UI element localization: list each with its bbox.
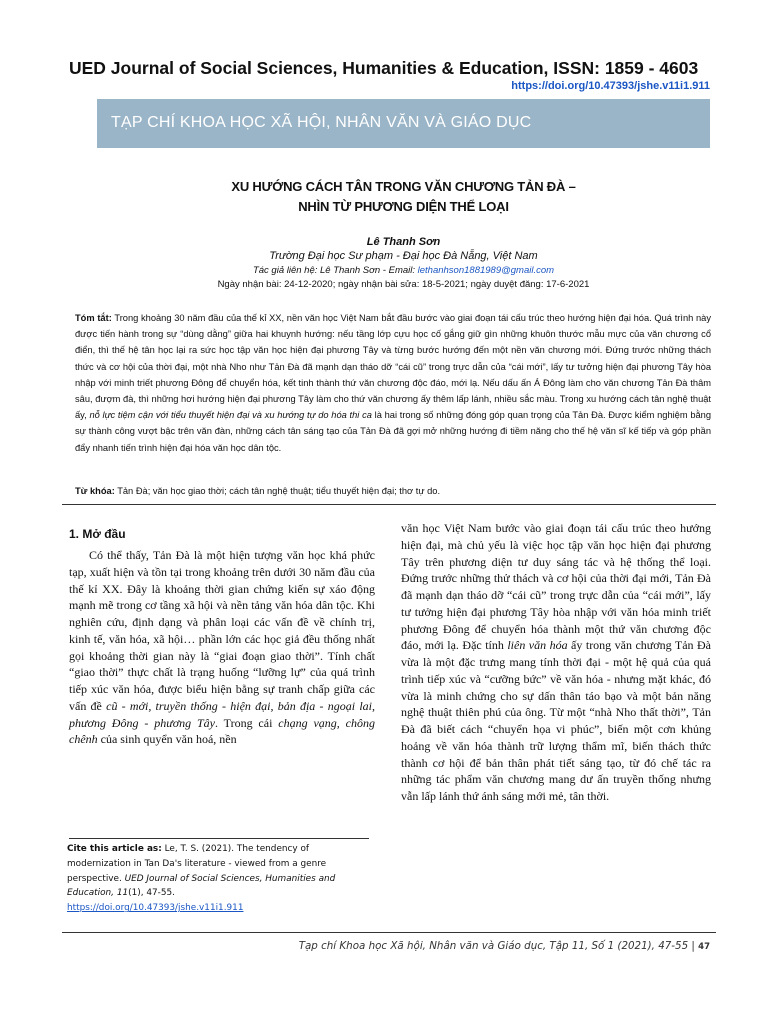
article-title-line-1: XU HƯỚNG CÁCH TÂN TRONG VĂN CHƯƠNG TẢN ĐÀ – — [231, 179, 576, 194]
right-text-b: ấy trong văn chương Tản Đà vừa là một đặc trưng mang tính thời đại - một hệ quả của quá trình tiếp xúc và “cưỡng bức” về văn hóa - nhưng mặt khác, đó vừa là minh chứng cho sự dấn thân táo bạo và một bản năng nghệ thuật thiên phú của ông. Từ một “nhà Nho thất thời”, Tản Đà đã biết cách “chuyển họa vi phúc”, biến một cơn khủng hoảng về văn hóa thành trữ lượng thẩm mĩ, biến thách thức thành cơ hội để bản thân phát tiết sáng tạo, từ đó chế tác ra những tác phẩm văn chương mang dư ấn truyền thống nhưng vẫn lấp lánh thứ ánh sáng mới mẻ, tân thời. — [401, 638, 711, 803]
corresponding-author — [97, 265, 710, 276]
left-text-a: Có thể thấy, Tản Đà là một hiện tượng văn học khá phức tạp, xuất hiện và tồn tại trong khoảng trên dưới 30 năm đầu của thế kỉ XX. Đây là khoảng thời gian chứng kiến sự xáo động mạnh mẽ trong cơ tầng xã hội và nền tảng văn hóa dân tộc. Khi nghiên cứu, định dạng và phân loại các vấn đề về chính trị, kinh tế, văn hóa, xã hội… phần lớn các học giả đều thống nhất gọi khoảng thời gian này là “giai đoạn giao thời”. Tính chất “giao thời” thực chất là trạng huống “lưỡng lự” của quá trình tiếp xúc văn hóa, được biểu hiện bằng sự tranh chấp giữa các vấn đề — [69, 548, 375, 713]
left-text-c: của sinh quyển văn hoá, nền — [97, 732, 237, 747]
page-footer — [299, 940, 710, 952]
article-title-line-2: NHÌN TỪ PHƯƠNG DIỆN THỂ LOẠI — [298, 199, 509, 214]
keywords-label: Từ khóa: — [75, 486, 115, 496]
citation-journal: UED Journal of Social Sciences, Humanities and Education, 11 — [67, 873, 336, 899]
keywords — [75, 486, 711, 496]
left-text-italic-2: chạng vạng, chông chênh — [69, 715, 375, 747]
footer-divider — [62, 932, 716, 933]
left-text-b: . Trong cái — [215, 715, 279, 730]
contact-label: Tác giả liên hệ: Lê Thanh Sơn - Email: — [252, 265, 418, 276]
author-email-link[interactable]: lethanhson1881989@gmail.com — [417, 265, 555, 276]
citation-doi-link[interactable]: https://doi.org/10.47393/jshe.v11i1.911 — [67, 903, 244, 914]
banner-title: TẠP CHÍ KHOA HỌC XÃ HỘI, NHÂN VĂN VÀ GIÁO DỤC — [111, 114, 532, 131]
abstract-divider — [62, 504, 716, 505]
left-text-italic-1: cũ - mới, truyền thống - hiện đại, bản địa - ngoại lai, phương Đông - phương Tây — [69, 698, 375, 730]
abstract-text-1: Trong khoảng 30 năm đầu của thế kỉ XX, nền văn học Việt Nam bắt đầu bước vào giai đoạn tái cấu trúc theo hướng hiện đại hóa. Quá trình này được tiến hành trong sự “dùng dằng” giữa hai khuynh hướng: nếu tầng lớp cựu học cố gắng giữ gìn những khuôn thước mẫu mực của văn chương cổ điển, thì thế hệ tân học lại ra sức học tập văn học hiện đại phương Tây và từng bước hướng đến một nền văn chương mới. Đứng trước những thách thức và cơ hội của thời đại, một nhà Nho như Tản Đà đã mạnh dạn tháo dỡ “cái cũ” trong trực dẫn của “cái mới”, lấy tư tưởng hiện đại phương Tây hòa nhập với minh triết phương Đông để chuyển hóa, kết tinh thành thứ văn chương độc đáo, mới lạ. Nếu dấu ấn Á Đông làm cho văn chương Tản Đà thâm sâu, đượm đà, thì những hơi hướng hiện đại phương Tây làm cho thứ văn chương ấy thêm lấp lánh, nhiều sắc màu. Trong xu hướng cách tân nghệ thuật ấy, — [75, 313, 712, 421]
article-dates: Ngày nhận bài: 24-12-2020; ngày nhận bài sửa: 18-5-2021; ngày duyệt đăng: 17-6-2021 — [217, 279, 590, 290]
doi-link[interactable]: https://doi.org/10.47393/jshe.v11i1.911 — [511, 80, 710, 92]
citation-divider — [69, 838, 369, 839]
right-text-a: văn học Việt Nam bước vào giai đoạn tái cấu trúc theo hướng hiện đại, mà chủ yếu là việc học tập văn học hiện đại phương Tây trên phương diện tư duy sáng tác và hệ thống thể loại. Đứng trước những thử thách và cơ hội của thời đại mới, Tản Đà đã mạnh dạn tháo dỡ “cái cũ” trong trực dẫn của “cái mới”, lấy tư tưởng hiện đại phương Tây hòa nhập với văn hóa minh triết phương Đông để chuyển hóa thành một thứ văn chương độc đáo, mới lạ. Đặc tính — [401, 521, 711, 653]
body-column-right — [401, 520, 711, 805]
abstract-text-2: là hai trong số những đóng góp quan trọng của Tản Đà. Được kiểm nghiệm bằng sự thành công vượt bậc trên văn đàn, những cách tân sáng tạo của Tản Đà đã gợi mở những hướng đi tiềm năng cho thế hệ văn sĩ kế tiếp và góp phần đẩy nhanh tiến trình hiện đại hóa văn học dân tộc. — [75, 410, 712, 453]
right-text-italic: liên văn hóa — [507, 638, 568, 653]
citation-text-2: (1), 47-55. — [128, 888, 175, 899]
keywords-text: Tản Đà; văn học giao thời; cách tân nghệ thuật; tiểu thuyết hiện đại; thơ tự do. — [114, 486, 441, 496]
citation-box — [67, 842, 372, 916]
journal-banner — [97, 99, 710, 148]
citation-label: Cite this article as: — [67, 844, 162, 854]
footer-journal: Tạp chí Khoa học Xã hội, Nhân văn và Giáo dục, Tập 11, Số 1 (2021), 47-55 — [298, 940, 689, 952]
body-column-left — [69, 547, 375, 748]
abstract — [75, 310, 711, 456]
page-number: 47 — [698, 942, 710, 952]
section-heading: 1. Mở đầu — [69, 527, 126, 541]
citation-text-1: Le, T. S. (2021). The tendency of modernization in Tan Da's literature - viewed from a genre perspective. — [67, 844, 327, 884]
author-affiliation: Trường Đại học Sư phạm - Đại học Đà Nẵng, Việt Nam — [269, 250, 538, 262]
abstract-label: Tóm tắt: — [75, 313, 112, 323]
abstract-text-italic: nỗ lực tiệm cận với tiểu thuyết hiện đại và xu hướng tự do hóa thi ca — [89, 410, 372, 421]
author-name: Lê Thanh Sơn — [366, 236, 441, 248]
journal-title: UED Journal of Social Sciences, Humanities & Education, ISSN: 1859 - 4603 — [69, 58, 699, 78]
footer-separator: | — [688, 940, 699, 952]
